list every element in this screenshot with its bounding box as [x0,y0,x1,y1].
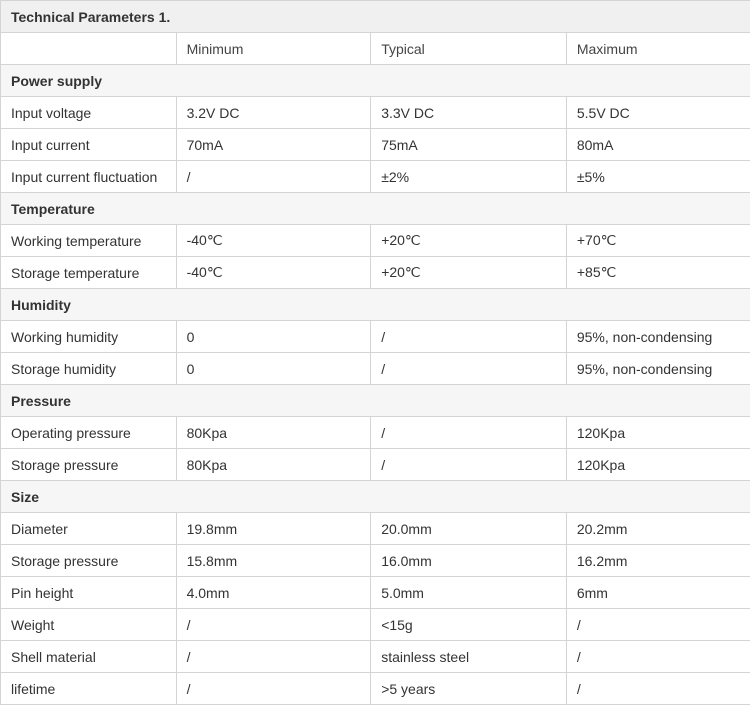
cell-typical: stainless steel [371,641,567,673]
section-title: Size [1,481,750,513]
cell-maximum: / [566,609,750,641]
cell-minimum: -40℃ [176,225,371,257]
cell-typical: / [371,353,567,385]
table-title: Technical Parameters 1. [1,1,750,33]
cell-typical: +20℃ [371,257,567,289]
cell-maximum: 20.2mm [566,513,750,545]
cell-minimum: 70mA [176,129,371,161]
table-title-row [1,1,750,33]
row-label: Storage pressure [1,545,177,577]
cell-maximum: +85℃ [566,257,750,289]
cell-typical: 20.0mm [371,513,567,545]
table-row [1,641,750,673]
cell-maximum: / [566,641,750,673]
cell-minimum: 80Kpa [176,449,371,481]
section-row-temperature [1,193,750,225]
row-label: Input current fluctuation [1,161,177,193]
cell-typical: / [371,417,567,449]
table-row [1,545,750,577]
cell-maximum: ±5% [566,161,750,193]
cell-maximum: +70℃ [566,225,750,257]
section-title: Power supply [1,65,750,97]
row-label: Diameter [1,513,177,545]
header-typical: Typical [371,33,567,65]
header-blank-cell [1,33,177,65]
cell-maximum: 95%, non-condensing [566,321,750,353]
cell-typical: 75mA [371,129,567,161]
row-label: Pin height [1,577,177,609]
section-row-humidity [1,289,750,321]
cell-maximum: 5.5V DC [566,97,750,129]
table-row [1,417,750,449]
row-label: Storage pressure [1,449,177,481]
cell-maximum: 16.2mm [566,545,750,577]
section-row-power-supply [1,65,750,97]
row-label: Working temperature [1,225,177,257]
column-header-row [1,33,750,65]
cell-typical: / [371,321,567,353]
table-row [1,449,750,481]
row-label: Operating pressure [1,417,177,449]
row-label: Working humidity [1,321,177,353]
row-label: Shell material [1,641,177,673]
cell-maximum: 6mm [566,577,750,609]
cell-minimum: 19.8mm [176,513,371,545]
section-title: Pressure [1,385,750,417]
section-title: Humidity [1,289,750,321]
cell-minimum: 3.2V DC [176,97,371,129]
cell-typical: 16.0mm [371,545,567,577]
cell-maximum: 80mA [566,129,750,161]
table-row [1,353,750,385]
row-label: Storage temperature [1,257,177,289]
table-row [1,321,750,353]
cell-typical: >5 years [371,673,567,705]
cell-minimum: / [176,641,371,673]
cell-minimum: -40℃ [176,257,371,289]
row-label: Storage humidity [1,353,177,385]
table-row [1,577,750,609]
table-row [1,673,750,705]
cell-minimum: 0 [176,321,371,353]
header-minimum: Minimum [176,33,371,65]
row-label: lifetime [1,673,177,705]
section-row-size [1,481,750,513]
cell-minimum: / [176,673,371,705]
cell-minimum: / [176,609,371,641]
cell-maximum: / [566,673,750,705]
cell-minimum: 80Kpa [176,417,371,449]
cell-typical: ±2% [371,161,567,193]
header-maximum: Maximum [566,33,750,65]
cell-minimum: 0 [176,353,371,385]
cell-maximum: 95%, non-condensing [566,353,750,385]
section-row-pressure [1,385,750,417]
cell-maximum: 120Kpa [566,417,750,449]
section-title: Temperature [1,193,750,225]
table-row [1,609,750,641]
row-label: Input voltage [1,97,177,129]
table-row [1,225,750,257]
cell-maximum: 120Kpa [566,449,750,481]
cell-typical: / [371,449,567,481]
row-label: Input current [1,129,177,161]
table-row [1,129,750,161]
table-row [1,513,750,545]
table-row [1,257,750,289]
cell-typical: +20℃ [371,225,567,257]
table-row [1,97,750,129]
cell-typical: <15g [371,609,567,641]
cell-minimum: 4.0mm [176,577,371,609]
table-row [1,161,750,193]
cell-typical: 5.0mm [371,577,567,609]
cell-minimum: 15.8mm [176,545,371,577]
cell-typical: 3.3V DC [371,97,567,129]
row-label: Weight [1,609,177,641]
cell-minimum: / [176,161,371,193]
